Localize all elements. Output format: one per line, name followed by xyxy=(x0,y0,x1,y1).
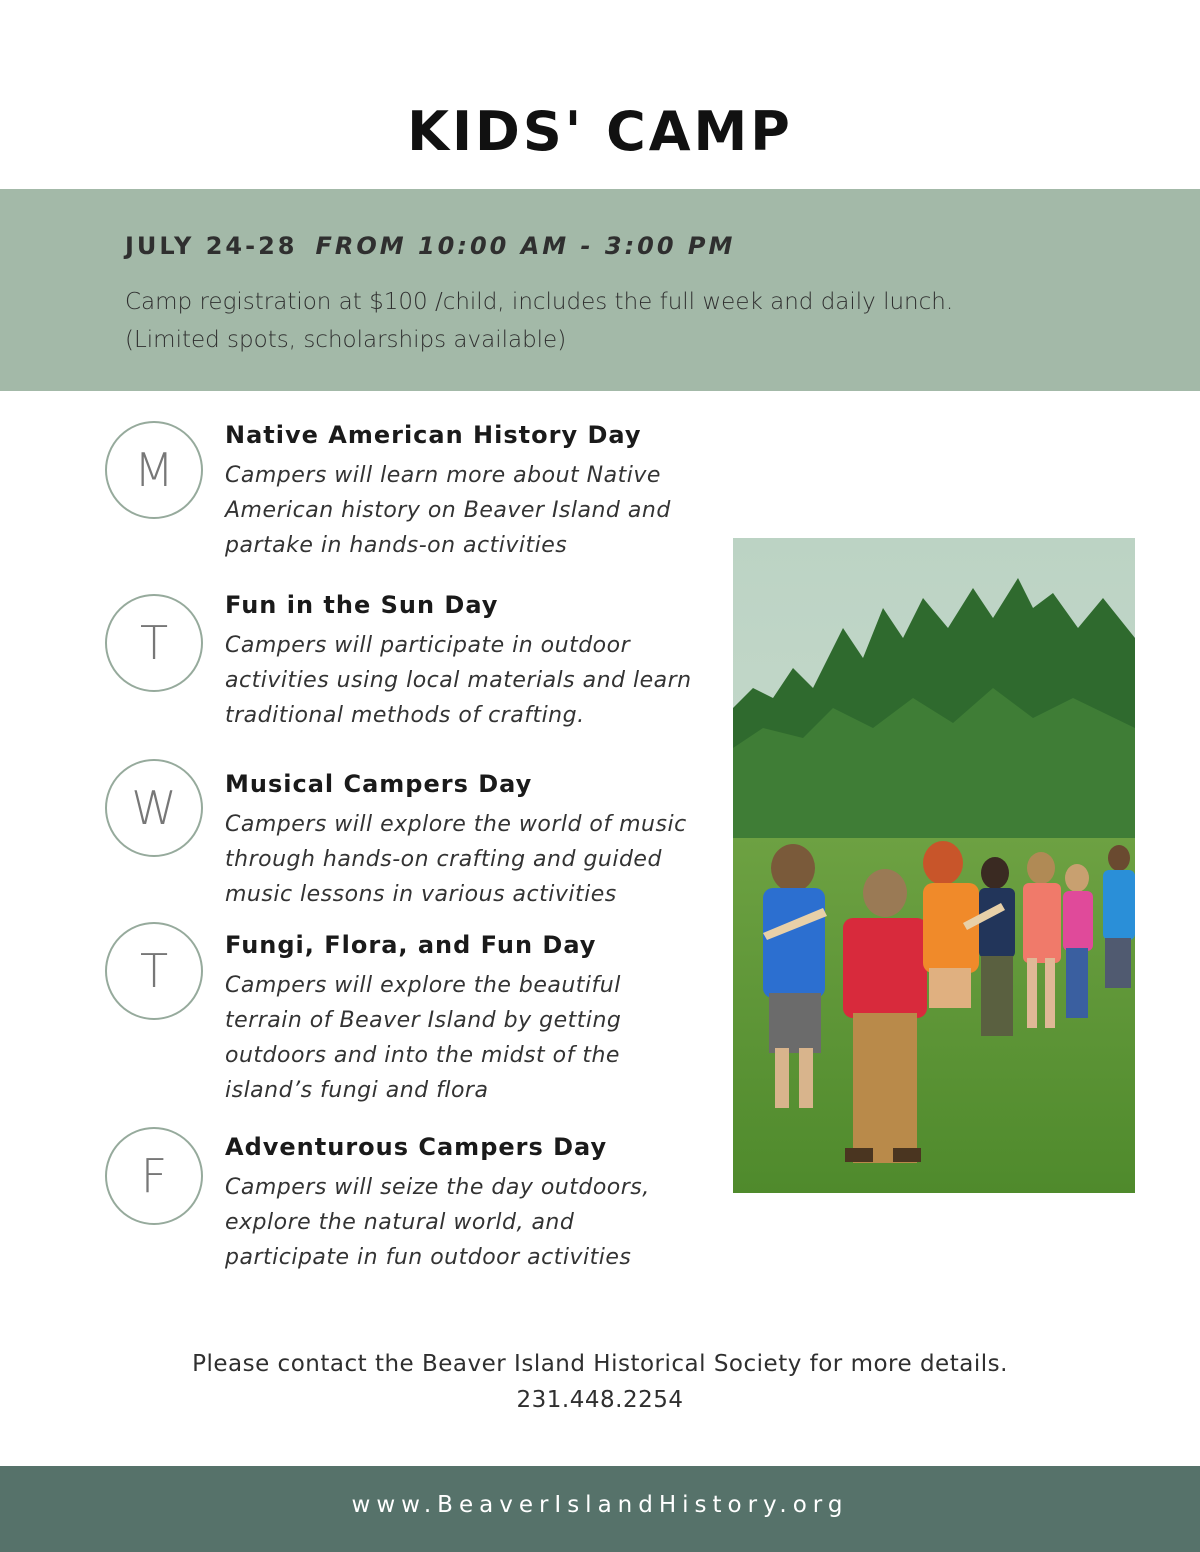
day-description: Campers will learn more about Native American history on Beaver Island and partake in hands-on activities xyxy=(225,463,671,558)
contact-phone[interactable]: 231.448.2254 xyxy=(516,1387,684,1413)
day-title: Fungi, Flora, and Fun Day xyxy=(225,931,597,959)
contact-info xyxy=(0,1346,1200,1418)
day-title: Adventurous Campers Day xyxy=(225,1133,608,1161)
day-title: Fun in the Sun Day xyxy=(225,591,499,619)
day-letter-circle: W xyxy=(105,759,203,857)
contact-text: Please contact the Beaver Island Historical Society for more details. xyxy=(192,1351,1008,1377)
day-letter-circle: T xyxy=(105,594,203,692)
campers-photo xyxy=(733,538,1135,1193)
registration-note: (Limited spots, scholarships available) xyxy=(125,327,567,353)
website-link[interactable]: www.BeaverIslandHistory.org xyxy=(351,1492,849,1518)
day-letter-circle: F xyxy=(105,1127,203,1225)
time-range: FROM 10:00 AM - 3:00 PM xyxy=(315,232,736,260)
day-title: Native American History Day xyxy=(225,421,642,449)
day-letter-circle: M xyxy=(105,421,203,519)
date-range: JULY 24-28 xyxy=(125,232,298,260)
registration-price: Camp registration at $100 /child, includes the full week and daily lunch. xyxy=(125,289,954,315)
day-description: Campers will seize the day outdoors, explore the natural world, and participate in fun outdoor activities xyxy=(225,1175,650,1270)
registration-info xyxy=(125,283,1125,359)
day-description: Campers will explore the beautiful terrain of Beaver Island by getting outdoors and into the midst of the island’s fungi and flora xyxy=(225,973,622,1103)
page-title: KIDS' CAMP xyxy=(407,100,793,163)
day-description: Campers will explore the world of music through hands-on crafting and guided music lessons in various activities xyxy=(225,812,687,907)
day-title: Musical Campers Day xyxy=(225,770,533,798)
day-letter-circle: T xyxy=(105,922,203,1020)
camp-dates xyxy=(125,232,735,260)
day-description: Campers will participate in outdoor activities using local materials and learn traditional methods of crafting. xyxy=(225,633,692,728)
